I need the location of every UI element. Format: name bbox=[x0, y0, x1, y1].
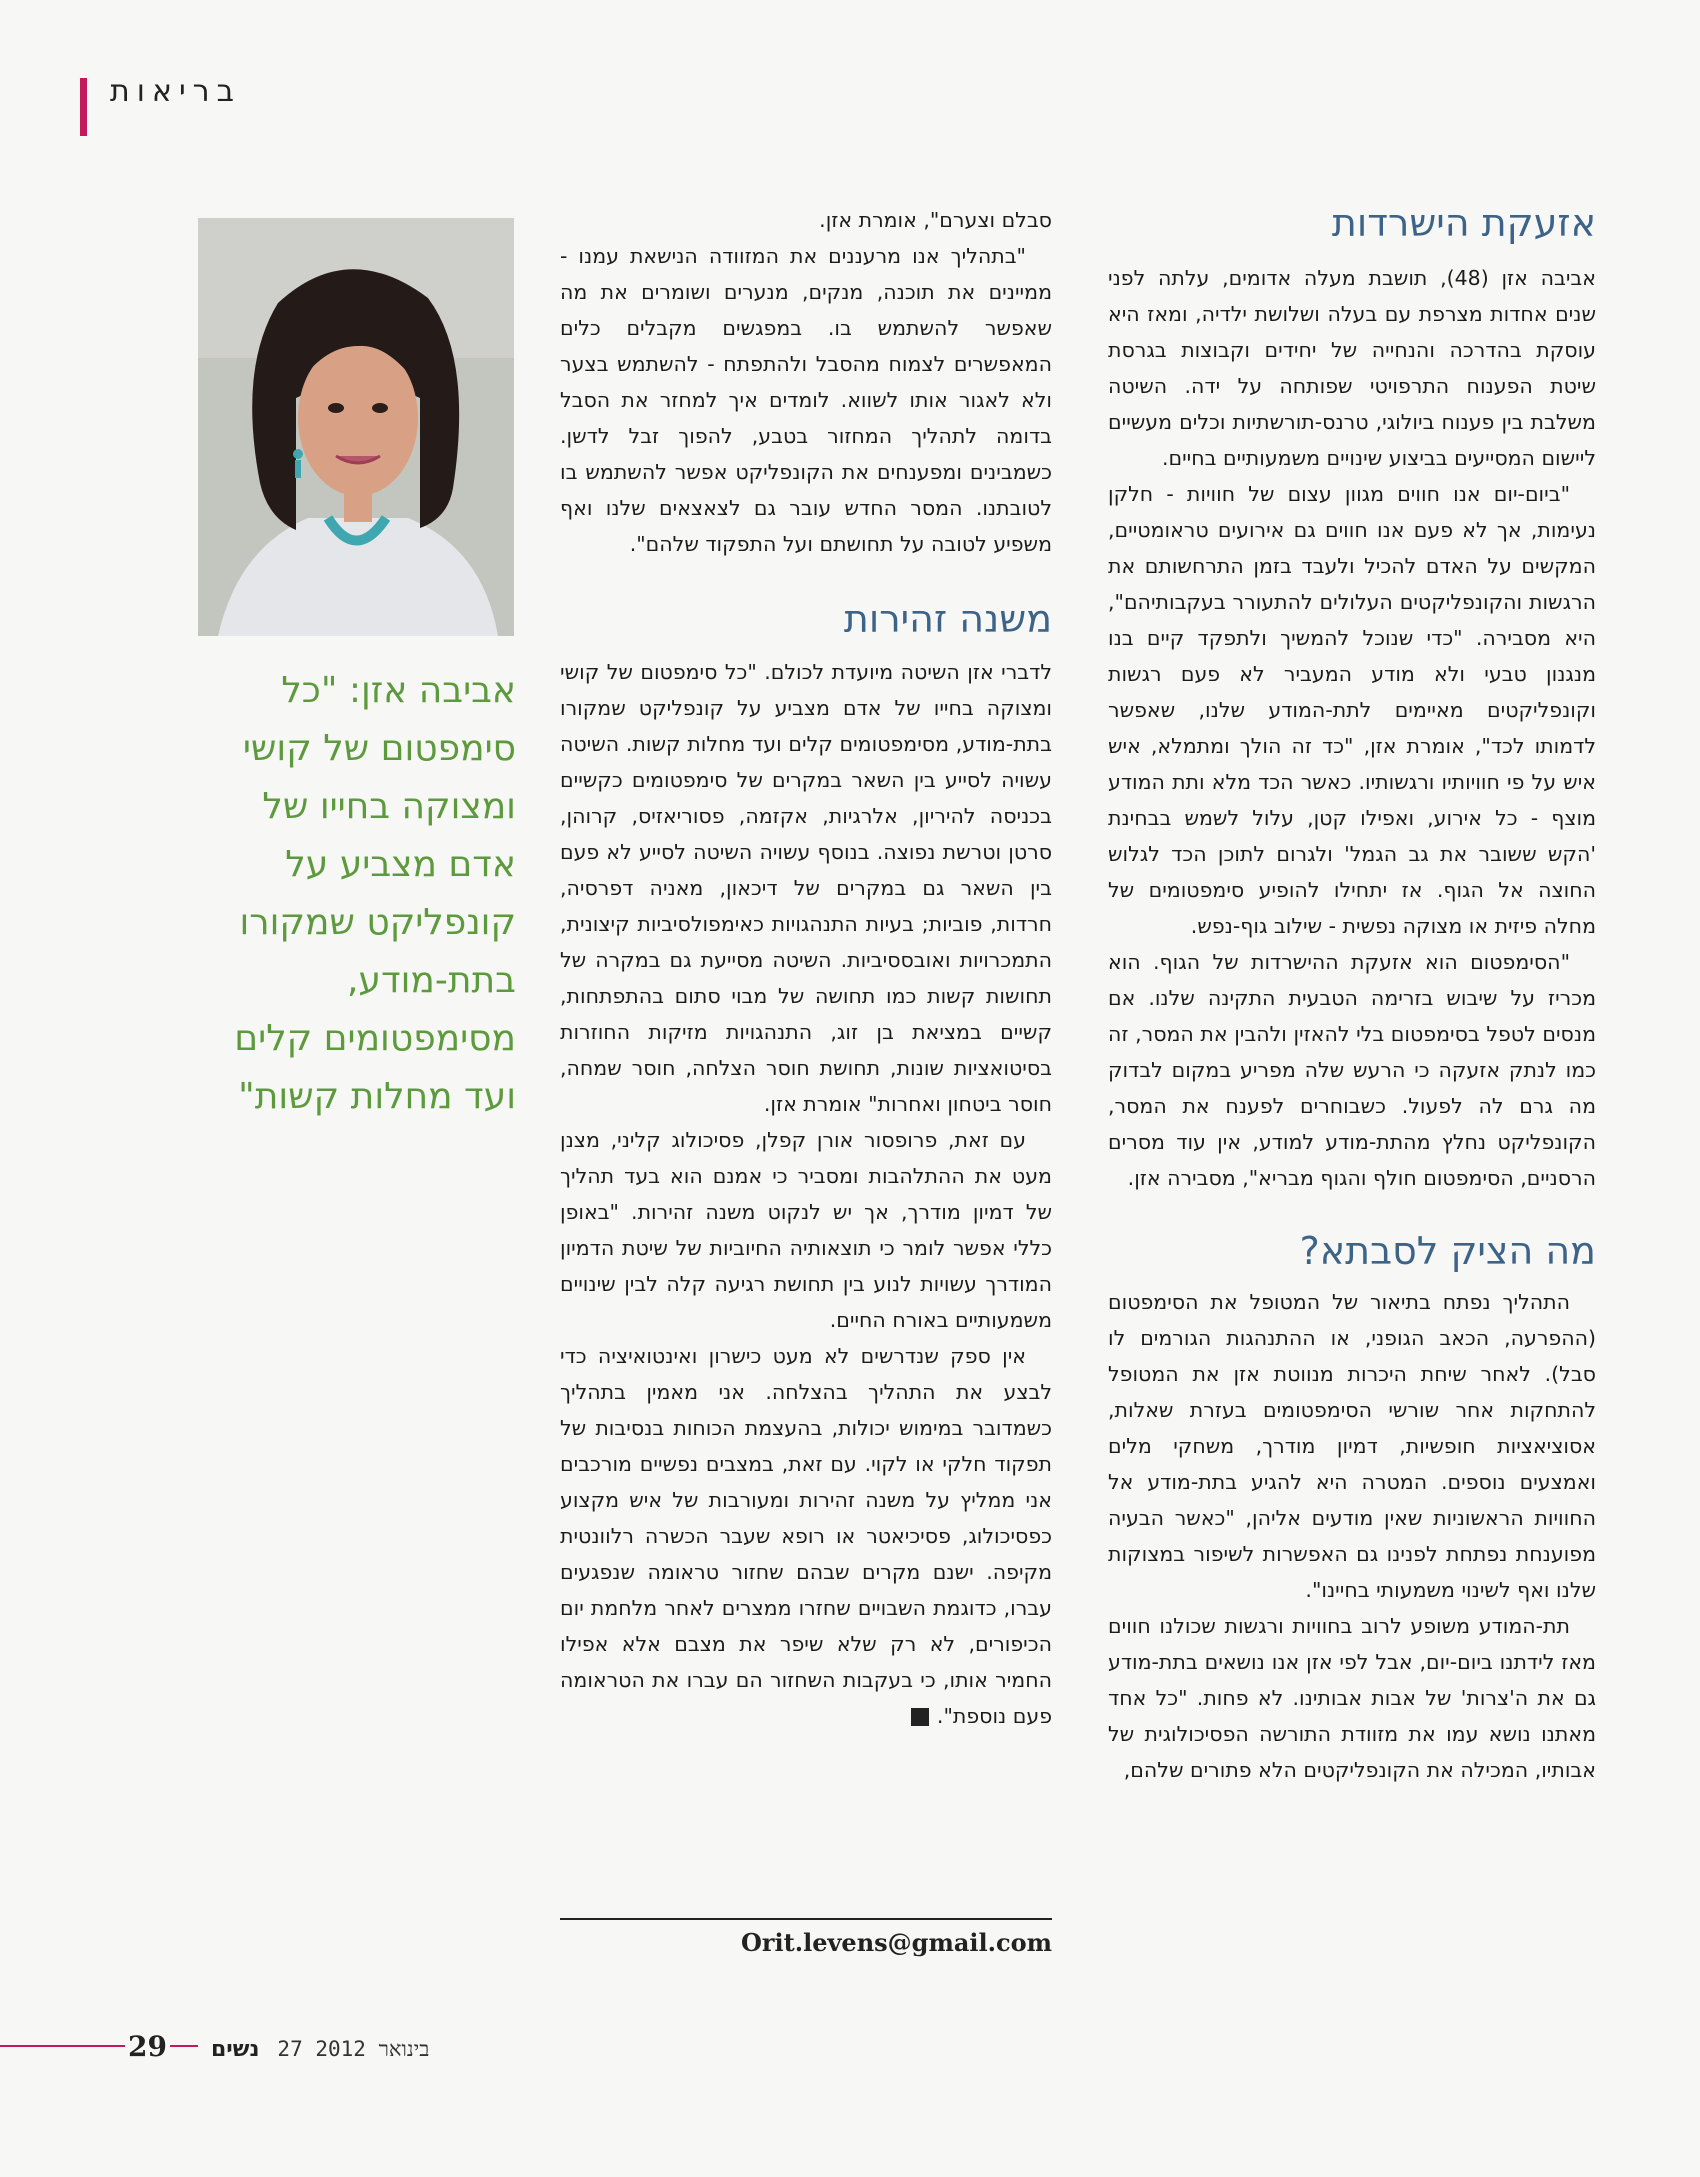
issue-date: 27 בינואר 2012 bbox=[277, 2037, 430, 2061]
portrait-illustration bbox=[198, 218, 514, 636]
heading-survival-alarm: אזעקת הישרדות bbox=[1331, 201, 1596, 245]
paragraph: עם זאת, פרופסור אורן קפלן, פסיכולוג קליני, מצנן מעט את ההתלהבות ומסביר כי אמנם הוא בעד תהליך של דמיון מודרך, אך יש לנקוט משנה זהירות. "באופן כללי אפשר לומר כי תוצאותיה החיוביות של שיטת הדמיון המודרך עשויות לנוע בין תחושת רגיעה קלה לבין שינויים משמעותיים באורח החיים. bbox=[560, 1128, 1052, 1332]
end-mark-icon bbox=[911, 1708, 929, 1726]
article-column-right bbox=[1108, 190, 1596, 1788]
paragraph: התהליך נפתח בתיאור של המטופל את הסימפטום (ההפרעה, הכאב הגופני, או ההתנהגות הגורמים לו סבל). לאחר שיחת היכרות מנווטת אזן את המטופל להתחקות אחר שורשי הסימפטומים בעזרת שאלות, אסוציאציות חופשיות, דמיון מודרך, משחקי מלים ואמצעים נוספים. המטרה היא להגיע בתת-מודע אל החוויות הראשוניות שאין מודעים אליהן, "כאשר הבעיה מפוענחת נפתחת לפנינו גם האפשרות לשיפור במצוקות שלנו ואף לשינוי משמעותי בחיינו". bbox=[1108, 1290, 1596, 1602]
pull-quote: אביבה אזן: "כל סימפטום של קושי ומצוקה בחייו של אדם מצביע על קונפליקט שמקורו בתת-מודע, מסימפטומים קלים ועד מחלות קשות" bbox=[234, 670, 516, 1117]
heading-grandma: מה הציק לסבתא? bbox=[1299, 1229, 1596, 1273]
magazine-name: נשים bbox=[210, 2037, 260, 2062]
article-column-middle bbox=[560, 202, 1052, 1734]
paragraph: לדברי אזן השיטה מיועדת לכולם. "כל סימפטום של קושי ומצוקה בחייו של אדם מצביע על קונפליקט שמקורו בתת-מודע, מסימפטומים קלים ועד מחלות קשות. השיטה עשויה לסייע בין השאר במקרים של סימפטומים כקשיים בכניסה להיריון, אלרגיות, אקזמה, פסוריאזיס, קרוהן, סרטן וטרשת נפוצה. בנוסף עשויה השיטה לסייע לא פעם בין השאר גם במקרים של דיכאון, מאניה דפרסיה, חרדות, פוביות; בעיות התנהגויות כאימפולסיביות קיצונית, התמכרויות ואובססיביות. השיטה מסייעת גם במקרה של תחושות קשות כמו תחושה של מבוי סתום בהתפתחות, קשיים במציאת בן זוג, התנהגויות מזיקות החוזרות בסיטואציות שונות, תחושת חוסר הצלחה, חוסר שמחה, חוסר ביטחון ואחרות" אומרת אזן. bbox=[560, 660, 1052, 1116]
paragraph: אביבה אזן (48), תושבת מעלה אדומים, עלתה לפני שנים אחדות מצרפת עם בעלה ושלושת ילדיה, ומאז היא עוסקת בהדרכה והנחייה של יחידים וקבוצות בגרסת שיטת הפענוח התרפויטי שפותחה על ידה. השיטה משלבת בין פענוח ביולוגי, טרנס-תורשתיות וכלים מעשיים ליישום המסייעים בביצוע שינויים משמעותיים בחיים. bbox=[1108, 266, 1596, 470]
section-label: בריאות bbox=[110, 74, 241, 109]
paragraph-final-text: אין ספק שנדרשים לא מעט כישרון ואינטואיציה כדי לבצע את התהליך בהצלחה. אני מאמין בתהליך כשמדובר במימוש יכולות, בהעצמת הכוחות בנסיבות של תפקוד חלקי או לקוי. עם זאת, במצבים נפשיים מורכבים אני ממליץ על משנה זהירות ומעורבות של איש מקצוע כפסיכולוג, פסיכיאטר או רופא שעבר הכשרה רלוונטית מקיפה. ישנם מקרים שבהם שחזור טראומה שנפגעים עברו, כדוגמת השבויים שחזרו ממצרים לאחר מלחמת יום הכיפורים, לא רק שלא שיפר את מצבם אלא אפילו החמיר אותו, כי בעקבות השחזור הם עברו את הטראומה פעם נוספת". bbox=[560, 1344, 1052, 1728]
paragraph: סבלם וצערם", אומרת אזן. bbox=[819, 208, 1052, 232]
portrait-photo bbox=[198, 218, 514, 636]
footer-rule bbox=[0, 2045, 125, 2047]
paragraph: "בתהליך אנו מרעננים את המזוודה הנישאת עמנו - ממיינים את תוכנה, מנקים, מנערים ושומרים את מה שאפשר להשתמש בו. במפגשים מקבלים כלים המאפשרים לצמוח מהסבל ולהתפתח - להשתמש בצער ולא לאגור אותו לשווא. לומדים איך למחזר את הסבל בדומה לתהליך המחזור בטבע, להפוך זבל לדשן. כשמבינים ומפענחים את הקונפליקט אפשר להשתמש בו לטובתנו. המסר החדש עובר גם לצאצאים שלנו ואף משפיע לטובה על תחושתם ועל התפקוד שלהם". bbox=[560, 244, 1052, 556]
paragraph: "הסימפטום הוא אזעקת ההישרדות של הגוף. הוא מכריז על שיבוש בזרימה הטבעית התקינה שלנו. אם מנסים לטפל בסימפטום בלי להאזין ולהבין את המסר, זה כמו לנתק אזעקה כי הרעש שלה מפריע במקום לבדוק מה גרם לה לפעול. כשבוחרים לפענח את המסר, הקונפליקט נחלץ מהתת-מודע למודע, אין עוד מסרים הרסניים, הסימפטום חולף והגוף מבריא", מסבירה אזן. bbox=[1108, 950, 1596, 1190]
paragraph: תת-המודע משופע לרוב בחוויות ורגשות שכולנו חווים מאז לידתנו ביום-יום, אבל לפי אזן אנו נושאים בתת-מודע גם את ה'צרות' של אבות אבותינו. לא פחות. "כל אחד מאתנו נושא עמו את מזוודת התורשה הפסיכולוגית של אבותיו, המכילה את הקונפליקטים הלא פתורים שלהם, bbox=[1108, 1614, 1596, 1782]
email-divider bbox=[560, 1918, 1052, 1920]
page-number: 29 bbox=[128, 2030, 167, 2063]
page-footer bbox=[128, 2030, 429, 2063]
section-accent-bar bbox=[80, 78, 87, 136]
heading-caution: משנה זהירות bbox=[843, 597, 1052, 641]
paragraph-final bbox=[560, 1338, 1052, 1734]
paragraph: "ביום-יום אנו חווים מגוון עצום של חוויות - חלקן נעימות, אך לא פעם אנו חווים גם אירועים טראומטיים, המקשים על האדם להכיל ולעבד בזמן התרחשותם את הרגשות והקונפליקטים העלולים להתעורר בעקבותיהם", היא מסבירה. "כדי שנוכל להמשיך ולתפקד קיים בנו מנגנון טבעי ולא מודע המעביר לא פעם רגשות וקונפליקטים מאיימים לתת-המודע שלנו, שאפשר לדמותו לכד", אומרת אזן, "כד זה הולך ומתמלא, איש איש על פי חוויותיו ורגשותיו. כאשר הכד מלא ותת המודע מוצף - כל אירוע, ואפילו קטן, עלול לשמש בבחינת 'הקש ששובר את גב הגמל' ולגרום לתוכן הכד לגלוש החוצה אל הגוף. אז יתחילו להופיע סימפטומים של מחלה פיזית או מצוקה נפשית - שילוב גוף-נפש. bbox=[1108, 482, 1596, 938]
author-email[interactable]: Orit.levens@gmail.com bbox=[740, 1928, 1052, 1957]
